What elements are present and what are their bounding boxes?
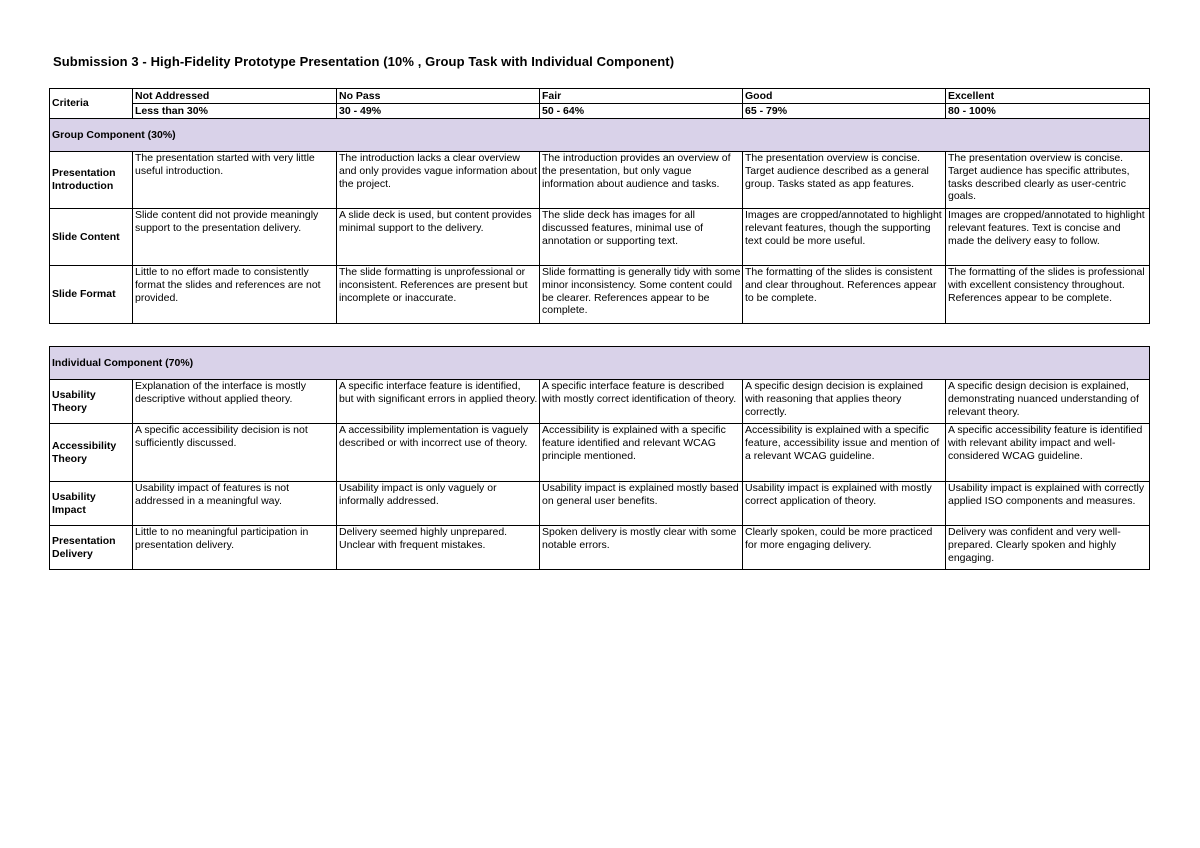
range-good: 65 - 79% xyxy=(743,104,946,119)
criterion-accessibility-theory: Accessibility Theory xyxy=(50,424,133,482)
table-cell: Little to no effort made to consistently format the slides and references are not provided. xyxy=(133,266,337,324)
range-header-row xyxy=(50,104,1150,119)
level-no-pass: No Pass xyxy=(337,89,540,104)
criteria-header: Criteria xyxy=(50,89,133,119)
level-good: Good xyxy=(743,89,946,104)
table-cell: Delivery seemed highly unprepared. Unclear with frequent mistakes. xyxy=(337,526,540,570)
table-cell: Spoken delivery is mostly clear with some notable errors. xyxy=(540,526,743,570)
table-cell: Slide content did not provide meaningly support to the presentation delivery. xyxy=(133,209,337,266)
table-row xyxy=(50,526,1150,570)
range-no-pass: 30 - 49% xyxy=(337,104,540,119)
table-cell: Accessibility is explained with a specific feature, accessibility issue and mention of a relevant WCAG guideline. xyxy=(743,424,946,482)
table-cell: The presentation overview is concise. Target audience described as a general group. Tasks stated as app features. xyxy=(743,152,946,209)
group-component-heading: Group Component (30%) xyxy=(50,119,1150,152)
table-cell: Slide formatting is generally tidy with some minor inconsistency. Some content could be clearer. References appear to be complete. xyxy=(540,266,743,324)
table-cell: Usability impact is explained with mostly correct application of theory. xyxy=(743,482,946,526)
table-row xyxy=(50,152,1150,209)
table-cell: Images are cropped/annotated to highlight relevant features. Text is concise and made the delivery easy to follow. xyxy=(946,209,1150,266)
table-cell: Usability impact is only vaguely or informally addressed. xyxy=(337,482,540,526)
table-cell: A specific design decision is explained with reasoning that applies theory correctly. xyxy=(743,380,946,424)
criterion-slide-format: Slide Format xyxy=(50,266,133,324)
table-cell: A specific interface feature is identified, but with significant errors in applied theory. xyxy=(337,380,540,424)
table-cell: The formatting of the slides is consistent and clear throughout. References appear to be complete. xyxy=(743,266,946,324)
criterion-usability-impact: Usability Impact xyxy=(50,482,133,526)
table-row xyxy=(50,424,1150,482)
table-cell: The presentation overview is concise. Target audience has specific attributes, tasks described clearly as user-centric goals. xyxy=(946,152,1150,209)
range-fair: 50 - 64% xyxy=(540,104,743,119)
criterion-slide-content: Slide Content xyxy=(50,209,133,266)
table-cell: The introduction lacks a clear overview and only provides vague information about the project. xyxy=(337,152,540,209)
table-cell: Usability impact is explained with correctly applied ISO components and measures. xyxy=(946,482,1150,526)
table-cell: Usability impact of features is not addressed in a meaningful way. xyxy=(133,482,337,526)
table-row xyxy=(50,209,1150,266)
table-cell: The presentation started with very little useful introduction. xyxy=(133,152,337,209)
table-cell: Delivery was confident and very well-prepared. Clearly spoken and highly engaging. xyxy=(946,526,1150,570)
table-cell: Clearly spoken, could be more practiced for more engaging delivery. xyxy=(743,526,946,570)
section-row xyxy=(50,119,1150,152)
criterion-presentation-delivery: Presentation Delivery xyxy=(50,526,133,570)
table-cell: A specific design decision is explained, demonstrating nuanced understanding of relevant theory. xyxy=(946,380,1150,424)
table-cell: Little to no meaningful participation in presentation delivery. xyxy=(133,526,337,570)
level-fair: Fair xyxy=(540,89,743,104)
table-cell: Images are cropped/annotated to highlight relevant features, though the supporting text could be more useful. xyxy=(743,209,946,266)
individual-rubric-table xyxy=(49,346,1150,570)
table-cell: The formatting of the slides is professional with excellent consistency throughout. References appear to be complete. xyxy=(946,266,1150,324)
page-title: Submission 3 - High-Fidelity Prototype Presentation (10% , Group Task with Individual Component) xyxy=(53,54,675,69)
table-cell: The introduction provides an overview of the presentation, but only vague information about audience and tasks. xyxy=(540,152,743,209)
criterion-presentation-introduction: Presentation Introduction xyxy=(50,152,133,209)
table-cell: A specific interface feature is described with mostly correct identification of theory. xyxy=(540,380,743,424)
level-excellent: Excellent xyxy=(946,89,1150,104)
individual-component-heading: Individual Component (70%) xyxy=(50,347,1150,380)
table-cell: Explanation of the interface is mostly descriptive without applied theory. xyxy=(133,380,337,424)
criterion-usability-theory: Usability Theory xyxy=(50,380,133,424)
table-cell: A slide deck is used, but content provides minimal support to the delivery. xyxy=(337,209,540,266)
table-row xyxy=(50,380,1150,424)
group-rubric-table xyxy=(49,88,1150,324)
table-cell: Accessibility is explained with a specific feature identified and relevant WCAG principle mentioned. xyxy=(540,424,743,482)
table-row xyxy=(50,482,1150,526)
table-row xyxy=(50,266,1150,324)
level-not-addressed: Not Addressed xyxy=(133,89,337,104)
range-not-addressed: Less than 30% xyxy=(133,104,337,119)
range-excellent: 80 - 100% xyxy=(946,104,1150,119)
table-cell: The slide deck has images for all discussed features, minimal use of annotation or supporting text. xyxy=(540,209,743,266)
table-cell: A specific accessibility decision is not sufficiently discussed. xyxy=(133,424,337,482)
section-row xyxy=(50,347,1150,380)
level-header-row xyxy=(50,89,1150,104)
table-cell: The slide formatting is unprofessional or inconsistent. References are present but incomplete or inaccurate. xyxy=(337,266,540,324)
table-cell: A specific accessibility feature is identified with relevant ability impact and well-considered WCAG guideline. xyxy=(946,424,1150,482)
table-cell: A accessibility implementation is vaguely described or with incorrect use of theory. xyxy=(337,424,540,482)
table-cell: Usability impact is explained mostly based on general user benefits. xyxy=(540,482,743,526)
